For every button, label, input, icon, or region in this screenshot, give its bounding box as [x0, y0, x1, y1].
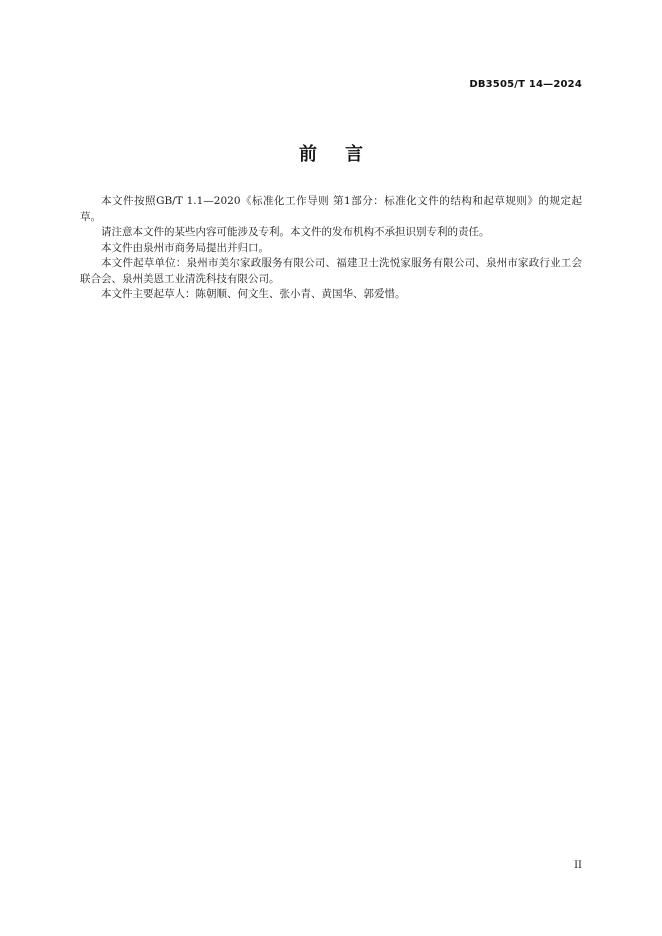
paragraph-proposer: 本文件由泉州市商务局提出并归口。 [101, 241, 269, 254]
document-code: DB3505/T 14—2024 [469, 79, 582, 90]
paragraph-patent-notice: 请注意本文件的某些内容可能涉及专利。本文件的发布机构不承担识别专利的责任。 [101, 226, 490, 238]
page-number: II [574, 860, 582, 871]
foreword-body [80, 194, 582, 303]
paragraph-drafting-units: 本文件起草单位：泉州市美尔家政服务有限公司、福建卫士洗悦家服务有限公司、泉州市家政行业工会联合会、泉州美恩工业清洗科技有限公司。 [80, 257, 582, 285]
paragraph-drafters: 本文件主要起草人：陈朝顺、何文生、张小青、黄国华、郭爱惜。 [101, 288, 406, 300]
paragraph-drafting-rules: 本文件按照GB/T 1.1—2020《标准化工作导则 第1部分：标准化文件的结构和起草规则》的规定起草。 [80, 195, 582, 223]
page-title: 前言 [299, 144, 391, 165]
